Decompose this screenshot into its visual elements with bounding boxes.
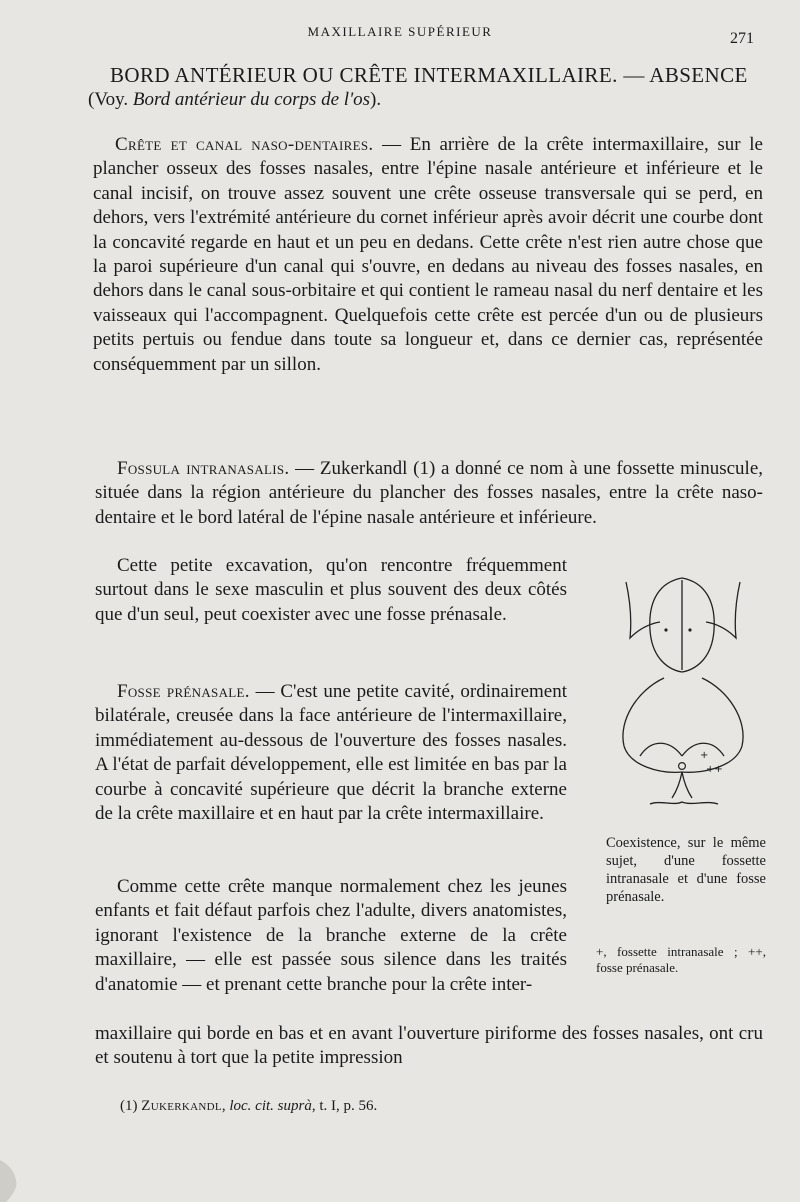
footnote	[120, 1098, 377, 1115]
paragraph-comme-cette-crete: Comme cette crête manque normalement chez les jeunes enfants et fait défaut parfois chez l'adulte, divers anatomistes, ignorant l'existence de la branche externe de la crête maxillaire, — elle est passée sous silence dans les traités d'anatomie — et prenant cette branche pour la crête inter-	[95, 876, 567, 995]
corner-stain	[0, 1150, 30, 1202]
paragraph-heading: Crête et canal naso-dentaires.	[115, 134, 374, 155]
footnote-sep: ,	[221, 1098, 230, 1114]
paragraph-fossula	[95, 457, 763, 530]
section-reference	[88, 89, 381, 111]
spine-circle	[679, 763, 686, 770]
spine-lines	[672, 772, 692, 798]
figure-caption	[606, 834, 766, 906]
skull-outline-right	[706, 582, 740, 638]
skull-figure	[590, 560, 780, 830]
paragraph-naso-dentaires	[93, 133, 763, 377]
paragraph-heading: Fosse prénasale.	[117, 681, 250, 702]
paragraph-text: — C'est une petite cavité, ordinairement bilatérale, creusée dans la face antérieure de l'intermaxillaire, immédiatement au-dessous de l'ouverture des fosses nasales. A l'état de parfait développement, elle est limitée en bas par la courbe à concavité supérieure que décrit la branche externe de la crête maxillaire et en haut par la crête intermaxillaire.	[95, 681, 568, 825]
crest-curve-left	[640, 743, 682, 756]
fosse-prenasale-mark: ++	[706, 764, 723, 775]
section-ref-italic: Bord antérieur du corps de l'os	[132, 89, 371, 110]
paragraph-text: — Zukerkandl (1) a donné ce nom à une fossette minuscule, située dans la région antérieure du plancher des fosses nasales, entre la crête naso-dentaire et le bord latéral de l'épine nasale antérieure et inférieure.	[95, 458, 763, 528]
section-ref-close: ).	[370, 89, 382, 110]
paragraph-heading: Fossula intranasalis.	[117, 458, 290, 479]
caption-text: Coexistence, sur le même sujet, d'une fossette intranasale et d'une fosse prénasale.	[606, 835, 766, 905]
fossette-intranasale-mark: +	[700, 750, 709, 761]
skull-outline-left	[626, 582, 660, 638]
paragraph-text: — En arrière de la crête intermaxillaire, sur le plancher osseux des fosses nasales, entre l'épine nasale antérieure et inférieure et le canal incisif, on trouve assez souvent une crête osseuse transversale qui se perd, en dehors, vers l'extrémité antérieure du cornet inférieur après avoir décrit une courbe dont la concavité regarde en haut et un peu en dedans. Cette crête n'est rien autre chose que la paroi supérieure d'un canal qui s'ouvre, en dedans au niveau des fosses nasales, en dehors dans le canal sous-orbitaire et qui contient le rameau nasal du nerf dentaire et les vaisseaux qui l'accompagnent. Quelquefois cette crête est percée d'un ou de plusieurs petits pertuis ou fendue dans toute sa longueur et, dans ce dernier cas, représentée conséquemment par un sillon.	[93, 134, 763, 375]
footnote-ref-rest: , t. I, p. 56.	[311, 1098, 378, 1114]
footnote-number: (1)	[120, 1098, 142, 1114]
paragraph-continuation: maxillaire qui borde en bas et en avant l'ouverture piriforme des fosses nasales, ont cru et soutenu à tort que la petite impression	[95, 1023, 763, 1069]
footnote-ref-italic: loc. cit. suprà	[229, 1098, 312, 1114]
skull-drawing	[590, 560, 780, 830]
figure-legend: +, fossette intranasale ; ++, fosse prénasale.	[596, 944, 766, 975]
page-number: 271	[730, 30, 754, 47]
running-head: MAXILLAIRE SUPÉRIEUR	[307, 24, 493, 39]
paragraph-excavation: Cette petite excavation, qu'on rencontre fréquemment surtout dans le sexe masculin et plus souvent des deux côtés que d'un seul, peut coexister avec une fosse prénasale.	[95, 555, 567, 625]
nasal-dot-left	[664, 628, 667, 631]
footnote-author: Zukerkandl	[141, 1098, 222, 1114]
alveolar-line	[650, 802, 718, 804]
maxilla-outline	[623, 678, 743, 772]
section-title: BORD ANTÉRIEUR OU CRÊTE INTERMAXILLAIRE. — ABSENCE	[110, 63, 748, 87]
paragraph-fosse-prenasale	[95, 680, 567, 826]
nasal-dot-right	[688, 628, 691, 631]
section-ref-open: (Voy.	[88, 89, 133, 110]
